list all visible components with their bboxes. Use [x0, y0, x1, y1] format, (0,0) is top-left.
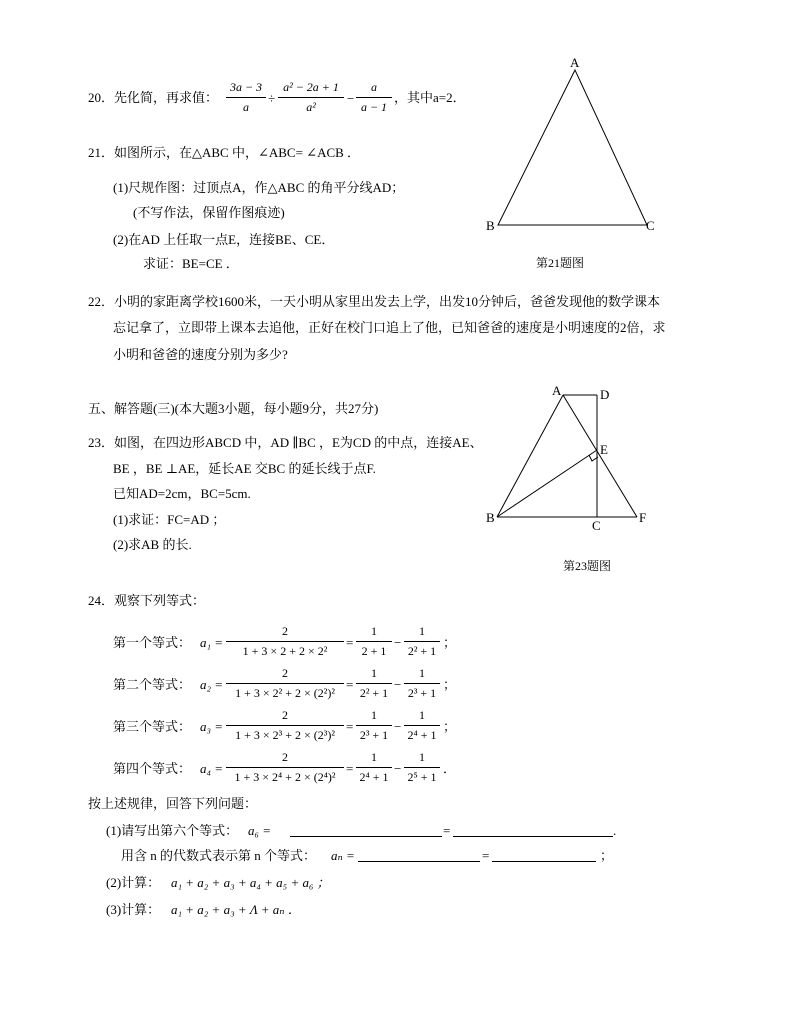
q21-label-b: B — [486, 218, 495, 233]
q24-part1: (1)请写出第六个等式： — [106, 823, 239, 838]
q23-quadrilateral-figure — [480, 380, 660, 535]
q24-part1b-equals: = — [482, 848, 490, 863]
q24-part3-expr: a₁ + a₂ + a₃ + Λ + aₙ ． — [171, 902, 301, 917]
q23-label-b: B — [486, 510, 495, 525]
q20-frac1-denominator: a — [226, 97, 266, 115]
q24-eq-denominator: 2² + 1 — [404, 641, 440, 659]
q24-eq-denominator: 2⁵ + 1 — [404, 767, 440, 785]
q24-eq-numerator: 1 — [371, 666, 377, 680]
q22-line1: 22．小明的家距离学校1600米，一天小明从家里出发去上学，出发10分钟后，爸爸发现他的数学课本 — [88, 294, 661, 309]
q24-eq-numerator: 2 — [282, 624, 288, 638]
q24-eq-minus: − — [394, 635, 402, 650]
q24-eq-label: 第二个等式： — [113, 677, 192, 692]
q24-eq-numerator: 1 — [419, 708, 425, 722]
section5-title: 五、解答题(三)(本大题3小题，每小题9分，共27分) — [88, 401, 379, 416]
q24-eq-denominator: 2⁴ + 1 — [404, 725, 440, 743]
q24-eq-numerator: 2 — [282, 750, 288, 764]
q24-eq-right-fraction-2 — [404, 666, 440, 701]
q24-eq-right-fraction-1 — [356, 750, 392, 785]
q24-eq-end: ； — [443, 719, 457, 734]
q24-eq-denominator: 2 + 1 — [356, 641, 392, 659]
q24-part2: (2)计算： — [106, 875, 161, 890]
q20-frac2-denominator: a² — [278, 97, 344, 115]
q23-line2: BE ，BE ⊥AE，延长AE 交BC 的延长线于点F. — [113, 461, 376, 476]
q24-eq-right-fraction-1 — [356, 708, 392, 743]
q20-frac1-numerator: 3a − 3 — [229, 80, 263, 94]
q24-eq-numerator: 1 — [371, 624, 377, 638]
q21-part2: (2)在AD 上任取一点E，连接BE、CE． — [113, 232, 335, 247]
q23-label-c: C — [592, 518, 601, 533]
q24-eq-main-fraction — [226, 750, 344, 785]
q23-label-a: A — [552, 383, 562, 398]
q24-eq-equals: = — [346, 635, 354, 650]
q22-line3: 小明和爸爸的速度分别为多少? — [113, 347, 288, 362]
q24-part1b: 用含 n 的代数式表示第 n 个等式： — [121, 848, 317, 863]
q24-eq-right-fraction-2 — [404, 750, 440, 785]
q24-eq-denominator: 2² + 1 — [356, 683, 392, 701]
q22-line2: 忘记拿了，立即带上课本去追他，正好在校门口追上了他，已知爸爸的速度是小明速度的2倍，求 — [113, 320, 666, 335]
q24-eq-denominator: 1 + 3 × 2⁴ + 2 × (2⁴)² — [226, 767, 344, 785]
q24-eq-label: 第一个等式： — [113, 635, 192, 650]
q20-tail: ，其中a=2． — [394, 90, 466, 105]
q24-part1-blank-1[interactable] — [290, 836, 442, 837]
q24-eq-label: 第四个等式： — [113, 761, 192, 776]
q24-part1b-end: ； — [600, 848, 614, 863]
q20-fraction-2 — [278, 80, 344, 115]
q24-eq-end: ； — [443, 635, 457, 650]
q23-caption: 第23题图 — [563, 559, 612, 573]
q24-part2-expr: a₁ + a₂ + a₃ + a₄ + a₅ + a₆ ； — [171, 875, 330, 890]
q24-eq-numerator: 1 — [371, 708, 377, 722]
q23-line3: 已知AD=2cm，BC=5cm. — [113, 486, 251, 501]
q20-fraction-1 — [226, 80, 266, 115]
q21-stem: 21．如图所示，在△ABC 中，∠ABC= ∠ACB ． — [88, 145, 361, 160]
q24-part1b-lhs: aₙ = — [331, 848, 355, 863]
q24-eq-lhs: a₂ = — [200, 677, 224, 692]
q24-eq-denominator: 1 + 3 × 2³ + 2 × (2³)² — [226, 725, 344, 743]
q24-eq-main-fraction — [226, 624, 344, 659]
q24-eq-lhs: a₃ = — [200, 719, 224, 734]
q24-part1-end: . — [613, 823, 617, 838]
q24-eq-equals: = — [346, 761, 354, 776]
q23-label-f: F — [639, 510, 647, 525]
segment-be — [497, 450, 597, 517]
q20-frac2-numerator: a² − 2a + 1 — [283, 80, 339, 94]
q24-eq-label: 第三个等式： — [113, 719, 192, 734]
q24-eq-minus: − — [394, 761, 402, 776]
q24-eq-minus: − — [394, 677, 402, 692]
q20-minus-sign: − — [347, 91, 355, 106]
q24-eq-denominator: 2³ + 1 — [356, 725, 392, 743]
q24-part3: (3)计算： — [106, 902, 161, 917]
q23-part1: (1)求证：FC=AD ； — [113, 512, 226, 527]
q24-eq-end: ． — [443, 761, 457, 776]
q24-eq-numerator: 1 — [419, 624, 425, 638]
q21-label-c: C — [646, 218, 655, 233]
q20-frac3-numerator: a — [371, 80, 377, 94]
q24-eq-denominator: 2⁴ + 1 — [356, 767, 392, 785]
q23-label-e: E — [600, 442, 608, 457]
q20-divide-sign: ÷ — [268, 91, 276, 106]
q21-part1: (1)尺规作图：过顶点A，作△ABC 的角平分线AD； — [113, 180, 405, 195]
q21-triangle-figure — [480, 55, 660, 240]
q24-eq-main-fraction — [226, 666, 344, 701]
q24-eq-equals: = — [346, 677, 354, 692]
q24-part1-equals: = — [443, 823, 451, 838]
q24-eq-right-fraction-2 — [404, 708, 440, 743]
q24-eq-numerator: 2 — [282, 666, 288, 680]
q24-part1b-blank-2[interactable] — [492, 861, 596, 862]
q24-eq-right-fraction-1 — [356, 624, 392, 659]
q24-eq-lhs: a₁ = — [200, 635, 224, 650]
segment-ab — [497, 395, 563, 517]
q24-eq-right-fraction-1 — [356, 666, 392, 701]
q24-eq-right-fraction-2 — [404, 624, 440, 659]
q20-label: 20．先化简，再求值： — [88, 90, 219, 105]
q23-line1: 23．如图，在四边形ABCD 中，AD ∥BC ，E为CD 的中点，连接AE、 — [88, 435, 483, 450]
q21-part1-note: (不写作法，保留作图痕迹) — [133, 205, 285, 220]
q24-eq-lhs: a₄ = — [200, 761, 224, 776]
q24-stem: 24．观察下列等式： — [88, 593, 206, 608]
q21-proof: 求证：BE=CE ． — [143, 256, 239, 271]
q23-label-d: D — [600, 387, 610, 402]
q24-eq-numerator: 1 — [371, 750, 377, 764]
q24-eq-main-fraction — [226, 708, 344, 743]
q24-eq-numerator: 2 — [282, 708, 288, 722]
q24-eq-minus: − — [394, 719, 402, 734]
q24-eq-numerator: 1 — [419, 666, 425, 680]
q24-rule: 按上述规律，回答下列问题： — [88, 796, 258, 811]
q24-eq-denominator: 1 + 3 × 2 + 2 × 2² — [226, 641, 344, 659]
q24-eq-denominator: 1 + 3 × 2² + 2 × (2²)² — [226, 683, 344, 701]
q21-caption: 第21题图 — [536, 256, 585, 270]
q24-eq-end: ； — [443, 677, 457, 692]
q20-fraction-3 — [356, 80, 392, 115]
q24-eq-denominator: 2³ + 1 — [404, 683, 440, 701]
q24-part1b-blank-1[interactable] — [358, 861, 480, 862]
q23-part2: (2)求AB 的长. — [113, 537, 192, 552]
q24-eq-equals: = — [346, 719, 354, 734]
q24-part1-blank-2[interactable] — [453, 836, 613, 837]
q24-part1-lhs: a₆ = — [248, 823, 272, 838]
q20-frac3-denominator: a − 1 — [356, 97, 392, 115]
q24-eq-numerator: 1 — [419, 750, 425, 764]
q21-label-a: A — [570, 55, 580, 70]
triangle-abc — [498, 70, 647, 225]
